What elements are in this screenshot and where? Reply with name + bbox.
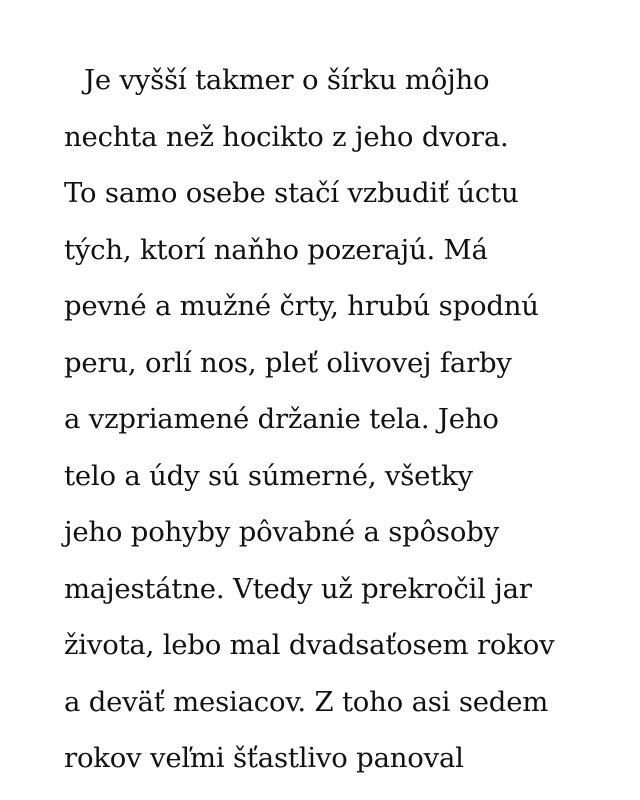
text-line: a vzpriamené držanie tela. Jeho (64, 403, 499, 435)
text-line: nechta než hocikto z jeho dvora. (64, 120, 509, 153)
text-line: jeho pohyby pôvabné a spôsoby (64, 516, 499, 548)
text-line: a deväť mesiacov. Z toho asi sedem (64, 685, 549, 718)
text-line: rokov veľmi šťastlivo panoval (64, 742, 464, 774)
text-line: peru, orlí nos, pleť olivovej farby (64, 346, 512, 379)
text-line: pevné a mužné črty, hrubú spodnú (64, 290, 539, 322)
text-line: telo a údy sú súmerné, všetky (64, 459, 473, 492)
text-line: majestátne. Vtedy už prekročil jar (64, 572, 532, 605)
body-paragraph (64, 52, 624, 787)
text-line: To samo osebe stačí vzbudiť úctu (64, 177, 519, 209)
text-line: Je vyšší takmer o šírku môjho (84, 64, 490, 96)
text-line: tých, ktorí naňho pozerajú. Má (64, 233, 488, 266)
text-line: života, lebo mal dvadsaťosem rokov (64, 629, 555, 661)
